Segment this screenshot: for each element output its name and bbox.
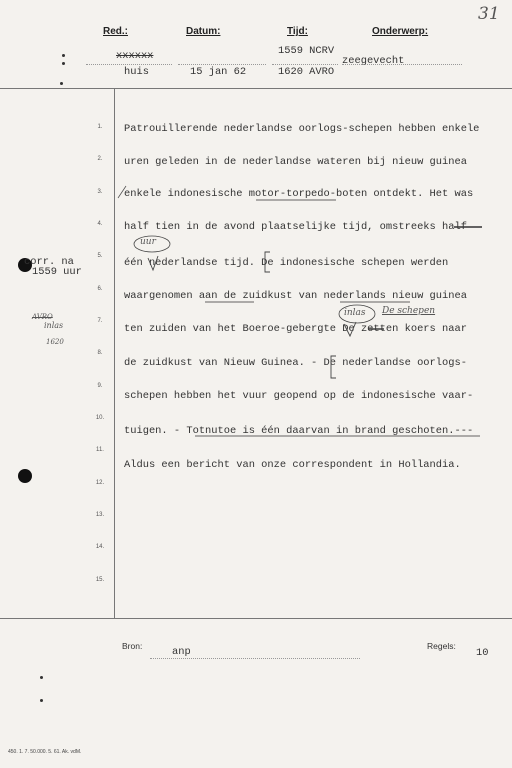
body-line: Aldus een bericht van onze correspondent in Hollandia. bbox=[124, 459, 461, 471]
caret-mark bbox=[148, 256, 158, 270]
bron-label: Bron: bbox=[122, 641, 143, 651]
line-number: 9. bbox=[97, 383, 103, 389]
line-number: 15. bbox=[95, 577, 105, 583]
redactie-struck-value: xxxxxx bbox=[116, 50, 154, 62]
page-number: 31 bbox=[478, 4, 500, 24]
caret-mark bbox=[344, 322, 356, 336]
datum-value: 15 jan 62 bbox=[190, 66, 247, 78]
line-number: 5. bbox=[97, 253, 103, 259]
correction-note-1: corr. na bbox=[24, 256, 74, 268]
body-line: uren geleden in de nederlandse wateren bij nieuw guinea bbox=[124, 156, 467, 168]
line-number: 13. bbox=[95, 512, 105, 518]
line-number: 1. bbox=[97, 124, 103, 130]
body-line: tuigen. - Totnutoe is één daarvan in brand geschoten.--- bbox=[124, 425, 474, 437]
body-line: de zuidkust van Nieuw Guinea. - De nederlandse oorlogs- bbox=[124, 357, 467, 369]
line-number: 6. bbox=[97, 286, 103, 292]
punch-mark bbox=[40, 676, 43, 679]
redactie-label: Red.: bbox=[103, 26, 128, 37]
punch-mark bbox=[40, 699, 43, 702]
inlas-note-time: 1620 bbox=[46, 338, 64, 346]
line-number: 12. bbox=[95, 480, 105, 486]
redactie-value: huis bbox=[124, 66, 149, 78]
line-number: 4. bbox=[97, 221, 103, 227]
line-number: 14. bbox=[95, 544, 105, 550]
line-number: 7. bbox=[97, 318, 103, 324]
body-line: ten zuiden van het Boeroe-gebergte De zetten koers naar bbox=[124, 323, 467, 335]
tick-mark bbox=[118, 186, 126, 198]
tijd-label: Tijd: bbox=[287, 26, 308, 37]
body-line: één nederlandse tijd. De indonesische schepen werden bbox=[124, 257, 449, 269]
dotted-line bbox=[150, 658, 360, 659]
correction-note-2: 1559 uur bbox=[32, 266, 82, 278]
onderwerp-label: Onderwerp: bbox=[372, 26, 429, 37]
print-code: 450. 1. 7. 50.000. 5. 61. Ak. vdM. bbox=[8, 749, 82, 755]
body-line: Patrouillerende nederlandse oorlogs-schepen hebben enkele bbox=[124, 123, 480, 135]
annotation-inlas: inlas bbox=[344, 308, 366, 318]
line-number: 8. bbox=[97, 350, 103, 356]
bracket-mark bbox=[265, 252, 270, 272]
line-number: 11. bbox=[96, 447, 104, 453]
annotation-uur: uur bbox=[140, 237, 156, 247]
inlas-struck-note: AVRO bbox=[32, 313, 53, 321]
annotation-de-schepen: De schepen bbox=[382, 306, 436, 316]
tijd-value-2: 1620 AVRO bbox=[278, 66, 335, 78]
onderwerp-value: zeegevecht bbox=[342, 55, 405, 67]
line-number: 2. bbox=[97, 156, 103, 162]
bracket-mark bbox=[331, 356, 336, 378]
bron-value: anp bbox=[172, 646, 191, 658]
body-line: waargenomen aan de zuidkust van nederlands nieuw guinea bbox=[124, 290, 467, 302]
tijd-value-1: 1559 NCRV bbox=[278, 45, 335, 57]
regels-value: 10 bbox=[476, 647, 489, 659]
body-line: schepen hebben het vuur geopend op de indonesische vaar- bbox=[124, 390, 474, 402]
datum-label: Datum: bbox=[186, 26, 221, 37]
body-line: enkele indonesische motor-torpedo-boten ontdekt. Het was bbox=[124, 188, 474, 200]
line-number: 3. bbox=[97, 189, 103, 195]
line-number: 10. bbox=[95, 415, 105, 421]
body-line: half tien in de avond plaatselijke tijd, omstreeks half bbox=[124, 221, 467, 233]
inlas-note-word: inlas bbox=[44, 321, 64, 330]
regels-label: Regels: bbox=[427, 641, 456, 651]
